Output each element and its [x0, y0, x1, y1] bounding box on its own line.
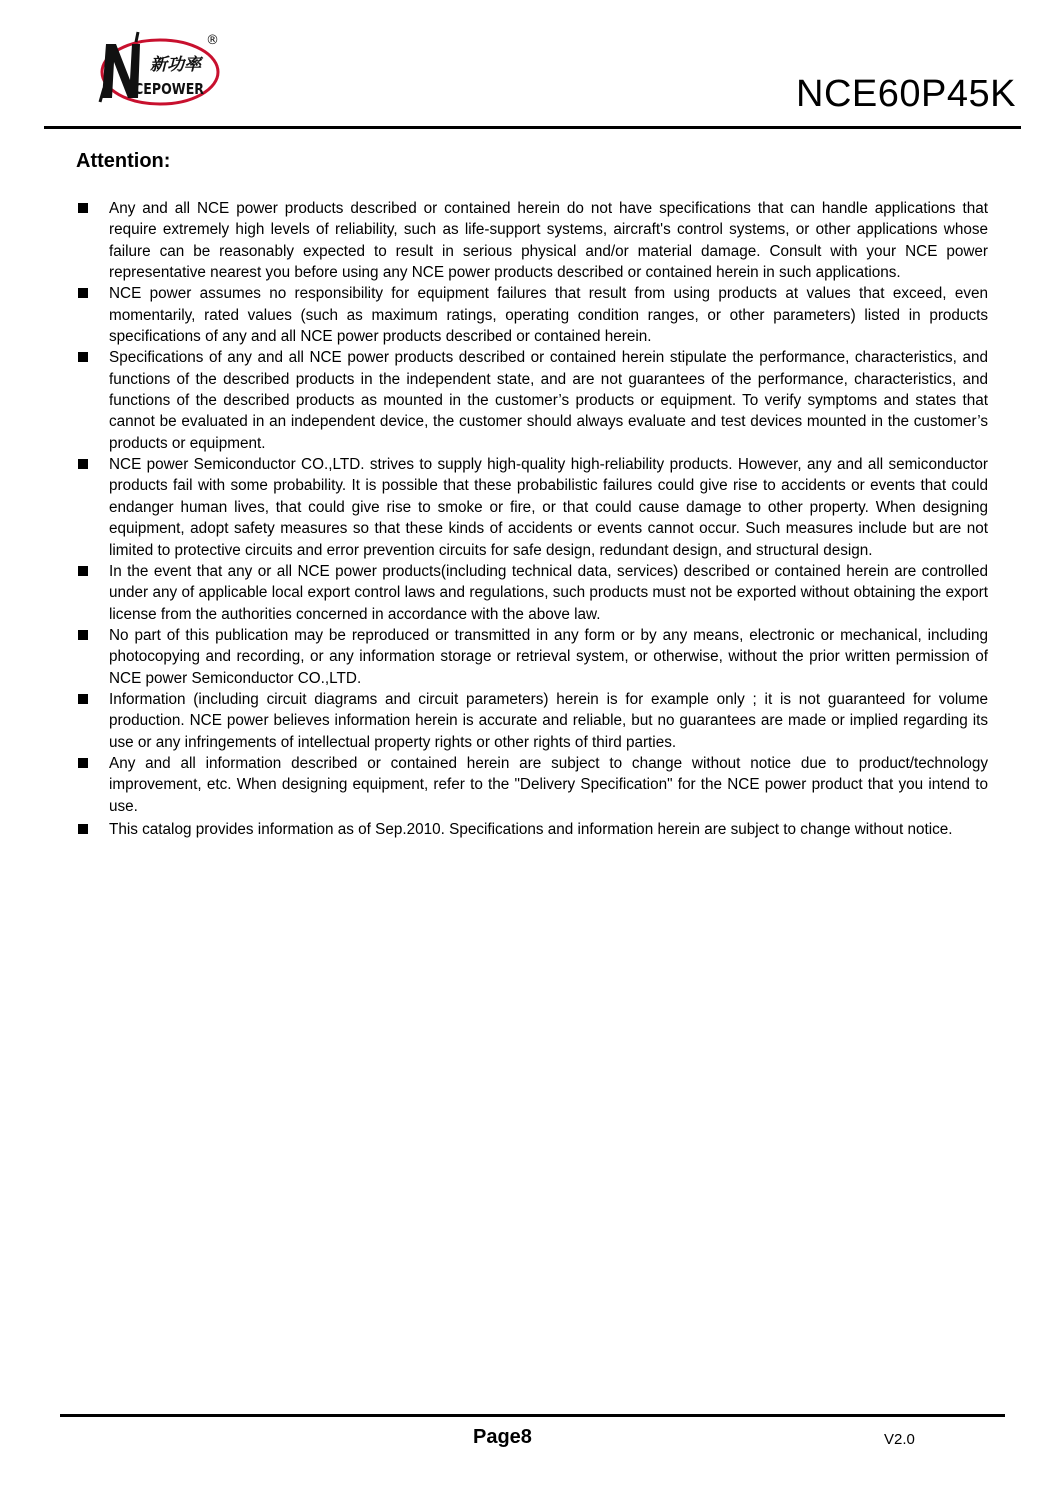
version-label: V2.0 [884, 1431, 915, 1448]
list-item-text: This catalog provides information as of Sep.2010. Specifications and information herein are subject to change without notice. [109, 820, 953, 838]
list-item-text: Any and all NCE power products described or contained herein do not have specifications that can handle applications that require extremely high levels of reliability, such as life-support systems, aircraft's control systems, or other applications whose failure can be reasonably expected to result in serious physical and/or material damage. Consult with your NCE power representative nearest you before using any NCE power products described or contained herein in such applications. [109, 200, 988, 282]
list-item-text: In the event that any or all NCE power products(including technical data, services) described or contained herein are controlled under any of applicable local export control laws and regulations, such products must not be exported without obtaining the export license from the authorities concerned in accordance with the above law. [109, 562, 988, 623]
square-bullet-icon [78, 630, 88, 640]
list-item [78, 561, 988, 625]
square-bullet-icon [78, 758, 88, 768]
list-item-text: No part of this publication may be reproduced or transmitted in any form or by any means, electronic or mechanical, including photocopying and recording, or any information storage or retrieval system, or otherwise, without the prior written permission of NCE power Semiconductor CO.,LTD. [109, 626, 988, 687]
list-item-text: NCE power Semiconductor CO.,LTD. strives to supply high-quality high-reliability products. However, any and all semiconductor products fail with some probability. It is possible that these probabilistic failures could give rise to accidents or events that could endanger human lives, that could give rise to smoke or fire, or that could cause damage to other property. When designing equipment, adopt safety measures so that these kinds of accidents or events cannot occur. Such measures include but are not limited to protective circuits and error prevention circuits for safe design, redundant design, and structural design. [109, 456, 988, 559]
list-item [78, 625, 988, 689]
square-bullet-icon [78, 824, 88, 834]
list-item [78, 819, 988, 840]
list-item [78, 347, 988, 454]
part-number-title: NCE60P45K [796, 73, 1016, 115]
list-item [78, 283, 988, 347]
ncepower-logo-icon [92, 28, 222, 108]
list-item-text: NCE power assumes no responsibility for equipment failures that result from using products at values that exceed, even momentarily, rated values (such as maximum ratings, operating condition ranges, or other parameters) listed in products specifications of any and all NCE power products described or contained herein. [109, 285, 988, 346]
list-item [78, 454, 988, 561]
square-bullet-icon [78, 288, 88, 298]
header-divider [44, 126, 1021, 129]
square-bullet-icon [78, 566, 88, 576]
section-heading: Attention: [76, 150, 171, 172]
square-bullet-icon [78, 459, 88, 469]
list-item [78, 753, 988, 817]
page-number: Page8 [473, 1426, 532, 1448]
square-bullet-icon [78, 203, 88, 213]
company-logo [92, 28, 222, 108]
list-item-text: Any and all information described or contained herein are subject to change without notice due to product/technology improvement, etc. When designing equipment, refer to the "Delivery Specification" for the NCE power product that you intend to use. [109, 754, 988, 815]
svg-text:CEPOWER: CEPOWER [134, 80, 205, 98]
list-item [78, 689, 988, 753]
list-item [78, 198, 988, 283]
svg-text:®: ® [206, 33, 219, 48]
square-bullet-icon [78, 694, 88, 704]
list-item-text: Specifications of any and all NCE power products described or contained herein stipulate the performance, characteristics, and functions of the described products in the independent state, and are not guarantees of the performance, characteristics, and functions of the described products as mounted in the customer’s products or equipment. To verify symptoms and states that cannot be evaluated in an independent device, the customer should always evaluate and test devices mounted in the customer’s products or equipment. [109, 349, 988, 452]
footer-divider [60, 1414, 1005, 1417]
svg-text:新功率: 新功率 [150, 55, 201, 75]
square-bullet-icon [78, 352, 88, 362]
attention-list [78, 198, 988, 840]
list-item-text: Information (including circuit diagrams and circuit parameters) herein is for example only ; it is not guaranteed for volume production. NCE power believes information herein is accurate and reliable, but no guarantees are made or implied regarding its use or any infringements of intellectual property rights or other rights of third parties. [109, 690, 988, 751]
